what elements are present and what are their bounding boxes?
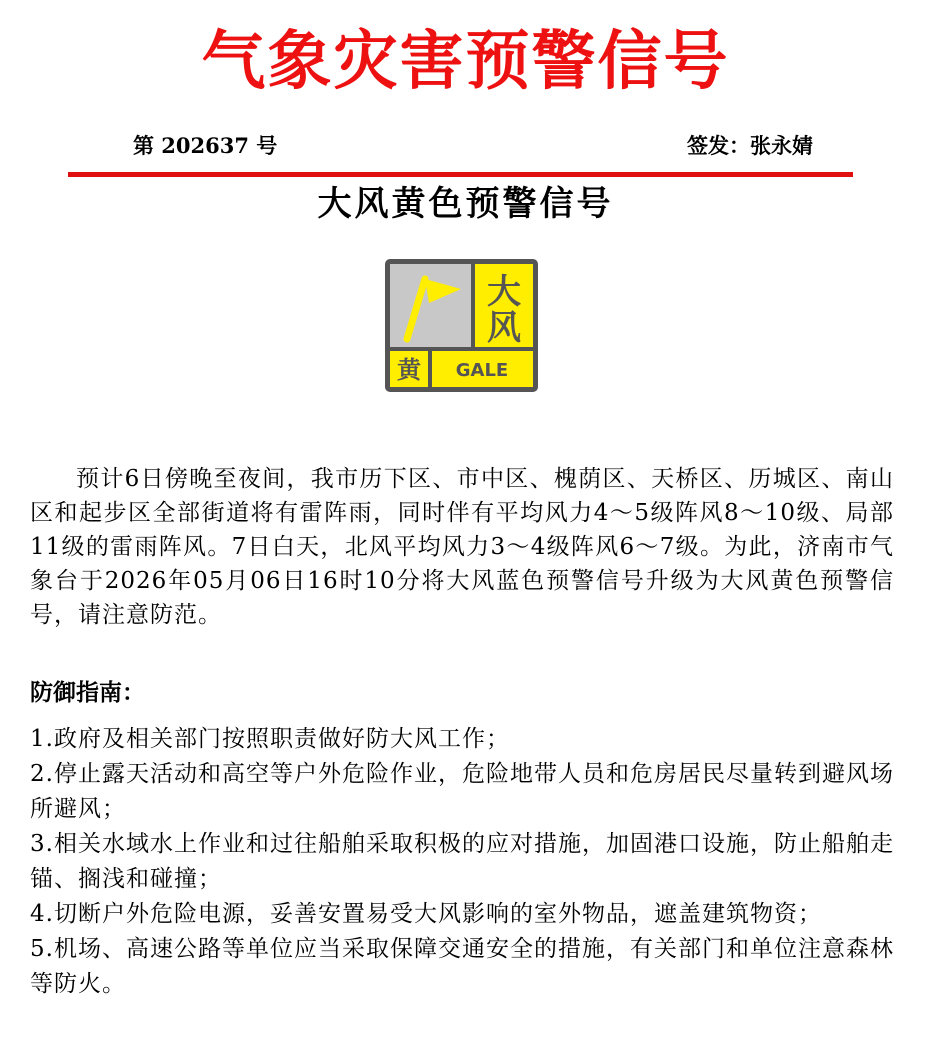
guidance-list <box>30 722 894 1002</box>
warning-paragraph: 预计6日傍晚至夜间，我市历下区、市中区、槐荫区、天桥区、历城区、南山区和起步区全部街道将有雷阵雨，同时伴有平均风力4～5级阵风8～10级、局部11级的雷雨阵风。7日白天，北风平均风力3～4级阵风6～7级。为此，济南市气象台于2026年05月06日16时10分将大风蓝色预警信号升级为大风黄色预警信号，请注意防范。 <box>30 466 894 628</box>
header-divider <box>68 172 853 177</box>
issue-number: 第 202637 号 <box>133 133 278 158</box>
gale-yellow-warning-icon <box>385 259 538 392</box>
guidance-item: 5.机场、高速公路等单位应当采取保障交通安全的措施，有关部门和单位注意森林等防火。 <box>30 936 894 997</box>
guidance-item: 4.切断户外危险电源，妥善安置易受大风影响的室外物品，遮盖建筑物资； <box>30 901 822 927</box>
page-title: 气象灾害预警信号 <box>201 25 730 99</box>
icon-char-bottom: 风 <box>487 308 521 348</box>
signal-title: 大风黄色预警信号 <box>317 184 614 224</box>
icon-level-char: 黄 <box>397 356 421 384</box>
guidance-item: 3.相关水域水上作业和过往船舶采取积极的应对措施，加固港口设施，防止船舶走锚、搁浅和碰撞； <box>30 831 894 892</box>
icon-char-top: 大 <box>487 272 521 312</box>
guidance-heading: 防御指南： <box>30 679 145 706</box>
signer: 签发：张永婧 <box>687 133 813 158</box>
icon-english-label: GALE <box>455 360 509 381</box>
guidance-item: 2.停止露天活动和高空等户外危险作业，危险地带人员和危房居民尽量转到避风场所避风； <box>30 761 894 822</box>
guidance-item: 1.政府及相关部门按照职责做好防大风工作； <box>30 726 510 752</box>
